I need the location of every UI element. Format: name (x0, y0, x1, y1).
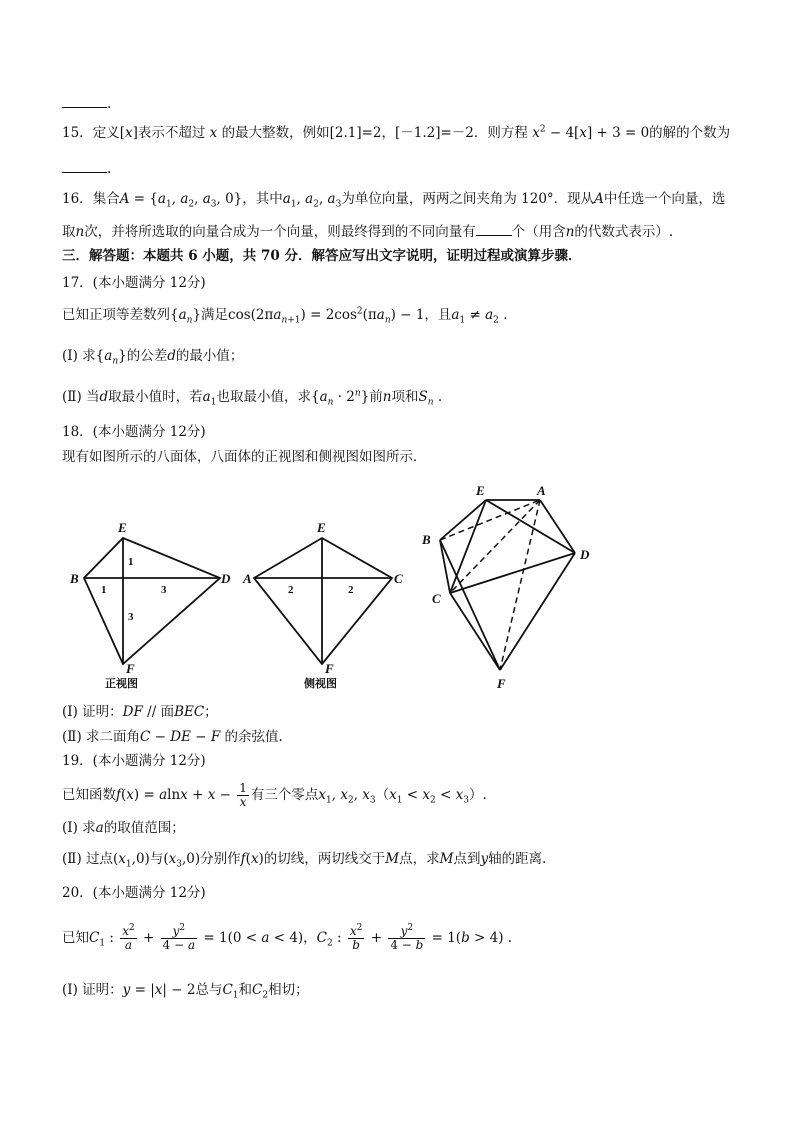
q14-answer-line: . (62, 95, 111, 113)
solid-label-D: D (580, 547, 590, 562)
q19-part2: (Ⅱ) 过点$(x_1,0)$与$(x_3,0)$分别作f(x)的切线，两切线交于M点，求M点到y轴的距离． (62, 851, 556, 870)
q19-stem: 已知函数f(x) = alnx + x − $\frac{1}{x}$ 有三个零点$x_1$, $x_2$, $x_3(x_1 < x_2 < x_3)$. (62, 781, 487, 809)
front-view-caption: 正视图 (105, 678, 138, 690)
side-label-C: C (394, 571, 403, 586)
q17-part2: (Ⅱ) 当d取最小值时，若$a_1$也取最小值，求$\{a_n \cdot 2^n\}$前n项和$S_n$ . (62, 388, 443, 408)
side-label-E: E (317, 520, 326, 535)
front-dim-3-vert: 3 (128, 611, 134, 623)
q20-stem: 已知$C_1$ : $\frac{x^2}{a}$ + $\frac{y^2}{4 - a}$ = 1(0 < a < 4)，$C_2$ : $\frac{x^2}{b}$ + $\frac{y^2}{4 - b}$ = 1(b > 4) . (62, 923, 513, 952)
solid-label-C: C (432, 591, 441, 606)
q15-answer-line: . (62, 160, 111, 178)
q15-stem: 15．定义[x]表示不超过 x 的最大整数，例如[2.1]=2，[－1.2]=－2．则方程 $x^2 - 4[x] + 3 = 0$的解的个数为 (62, 124, 731, 141)
q17-stem: 已知正项等差数列$\{a_n\}$满足$\cos(2\pi a_{n+1}) = 2\cos^2(\pi a_n) - 1$，且$a_1 \ne a_2$ . (62, 306, 508, 326)
q18-part2: (Ⅱ) 求二面角C − DE − F 的余弦值. (62, 729, 283, 745)
q19-part1: (Ⅰ) 求a的取值范围； (62, 820, 185, 836)
q19-title: 19．(本小题满分 12分) (62, 753, 206, 769)
front-view-figure (84, 538, 220, 664)
side-label-A: A (243, 571, 252, 586)
q18-figures (0, 470, 794, 700)
front-dim-3-horz: 3 (161, 584, 167, 596)
solid-label-B: B (422, 532, 431, 547)
side-label-F: F (325, 661, 334, 676)
front-dim-1-vert: 1 (128, 556, 134, 568)
side-view-figure (254, 538, 392, 664)
section-3-heading: 三．解答题：本题共 6 小题，共 70 分．解答应写出文字说明，证明过程或演算步骤． (62, 248, 582, 264)
q17-part1: (Ⅰ) 求$\{a_n\}$的公差d的最小值； (62, 348, 244, 367)
side-view-caption: 侧视图 (304, 678, 337, 690)
front-label-E: E (118, 520, 127, 535)
q16-stem-line2: 取n次，并将所选取的向量合成为一个向量，则最终得到的不同向量有 个（用含n的代数式表示）. (62, 224, 674, 240)
solid-label-F: F (497, 676, 506, 691)
front-dim-1-horz: 1 (101, 584, 107, 596)
q20-part1: (Ⅰ) 证明：y = |x| − 2总与$C_1$和$C_2$相切； (62, 982, 309, 1001)
q18-title: 18．(本小题满分 12分) (62, 424, 206, 440)
front-label-B: B (70, 571, 79, 586)
solid-label-E: E (476, 483, 485, 498)
front-label-D: D (221, 571, 231, 586)
solid-label-A: A (537, 483, 546, 498)
q20-title: 20．(本小题满分 12分) (62, 885, 206, 901)
q17-title: 17．(本小题满分 12分) (62, 275, 206, 291)
front-label-F: F (126, 661, 135, 676)
q18-stem: 现有如图所示的八面体，八面体的正视图和侧视图如图所示． (62, 449, 427, 465)
side-dim-2-right: 2 (348, 584, 354, 596)
q18-part1: (Ⅰ) 证明：DF // 面BEC； (62, 704, 218, 720)
octahedron-3d-figure (440, 500, 575, 670)
q16-stem-line1: 16．集合$A = \{a_1$, $a_2$, $a_3$, 0}，其中$a_1$, $a_2$, $a_3$为单位向量，两两之间夹角为 120°．现从A中任选一个向量，选 (62, 191, 726, 210)
side-dim-2-left: 2 (288, 584, 294, 596)
